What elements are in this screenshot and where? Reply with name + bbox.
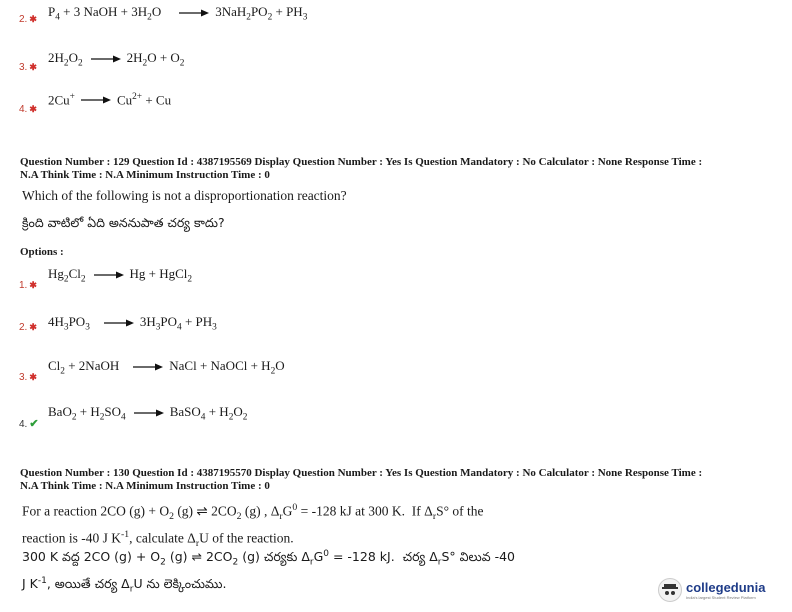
wrong-cross-icon: ✱ <box>29 322 37 332</box>
option-number: 1. ✱ <box>19 280 37 291</box>
reactants: $BaO_2 + H_2SO_4$ <box>48 404 126 423</box>
option-reaction <box>48 314 217 333</box>
option-number: 2. ✱ <box>19 14 37 25</box>
logo-tagline: India's largest Student Review Platform <box>686 595 756 600</box>
option-number: 2. ✱ <box>19 322 37 333</box>
wrong-cross-icon: ✱ <box>29 62 37 72</box>
wrong-cross-icon: ✱ <box>29 372 37 382</box>
products: $3H_3PO_4 + PH_3$ <box>139 314 217 333</box>
logo-mascot-icon <box>658 578 682 602</box>
question-header-line2: N.A Think Time : N.A Minimum Instruction Time : 0 <box>20 480 270 492</box>
option-reaction <box>48 92 171 108</box>
wrong-cross-icon: ✱ <box>29 280 37 290</box>
wrong-cross-icon: ✱ <box>29 14 37 24</box>
reactants: $4H_3PO_3$ <box>48 314 90 333</box>
question-129-header <box>20 156 702 182</box>
reaction-arrow-icon <box>94 270 124 280</box>
option-reaction <box>48 358 285 377</box>
reaction-arrow-icon <box>133 362 163 372</box>
question-header-line2: N.A Think Time : N.A Minimum Instruction Time : 0 <box>20 169 270 181</box>
reactants: $P_4 + 3$ NaOH + $3H_2O$ <box>48 4 162 23</box>
option-number: 3. ✱ <box>19 372 37 383</box>
reaction-arrow-icon <box>81 95 111 105</box>
question-header-line1: Question Number : 129 Question Id : 4387195569 Display Question Number : Yes Is Question Mandatory : No Calculator : None Response Time : <box>20 156 703 168</box>
wrong-cross-icon: ✱ <box>29 104 37 114</box>
reaction-arrow-icon <box>134 408 164 418</box>
reactants: $Hg_2Cl_2$ <box>48 266 86 285</box>
collegedunia-logo <box>658 578 765 602</box>
correct-check-icon: ✔ <box>29 418 39 430</box>
question-129-text-te: క్రింది వాటిలో ఏది అననుపాత చర్య కాదు? <box>22 215 225 230</box>
option-number: 4. ✱ <box>19 104 37 115</box>
products: NaCl + NaOCl + $H_2O$ <box>169 358 285 377</box>
products: Hg + HgCl$_2$ <box>129 266 193 285</box>
question-130-text-te: 300 K వద్ద 2CO $(g) + O_2$ (g) ⇌ $2CO_2$ (g) చర్యకు $\Delta_rG^0 = -128$ kJ. చర్య $\Delta_rS^\circ$ విలువ -40 J $K^{-1}$, అయితే చర్య $\Delta_rU$ ను లెక్కించుము. <box>22 549 515 595</box>
products: BaSO$_4$ + $H_2O_2$ <box>169 404 248 423</box>
logo-text: collegedunia <box>686 580 766 595</box>
reaction-arrow-icon <box>91 54 121 64</box>
products: $Cu^{2+} + Cu$ <box>116 92 172 108</box>
products: $3NaH_2PO_2 + PH_3$ <box>215 4 308 23</box>
question-130-header <box>20 467 702 493</box>
products: $2H_2O + O_2$ <box>126 50 185 69</box>
option-reaction <box>48 404 247 423</box>
reaction-arrow-icon <box>179 8 209 18</box>
reactants: 2Cu+ <box>48 92 75 108</box>
question-130-text-en: For a reaction 2CO $(g) + O_2$ (g) ⇌ $2CO_2$ (g) , $\Delta_rG^0 = -128$ kJ at 300 K. If $\Delta_rS^\circ$ of the reaction is -40 J $K^{-1}$, calculate $\Delta_rU$ of the reaction. <box>22 502 484 550</box>
reactants: $Cl_2$ + 2NaOH <box>48 358 120 377</box>
option-reaction <box>48 266 192 285</box>
option-number: 4. ✔ <box>19 418 39 430</box>
option-number: 3. ✱ <box>19 62 37 73</box>
reactants: $2H_2O_2$ <box>48 50 83 69</box>
options-label: Options : <box>20 246 64 258</box>
reaction-arrow-icon <box>104 318 134 328</box>
option-reaction <box>48 4 307 23</box>
question-129-text-en: Which of the following is not a disproportionation reaction? <box>22 188 347 203</box>
question-header-line1: Question Number : 130 Question Id : 4387195570 Display Question Number : Yes Is Question Mandatory : No Calculator : None Response Time : <box>20 467 703 479</box>
option-reaction <box>48 50 184 69</box>
